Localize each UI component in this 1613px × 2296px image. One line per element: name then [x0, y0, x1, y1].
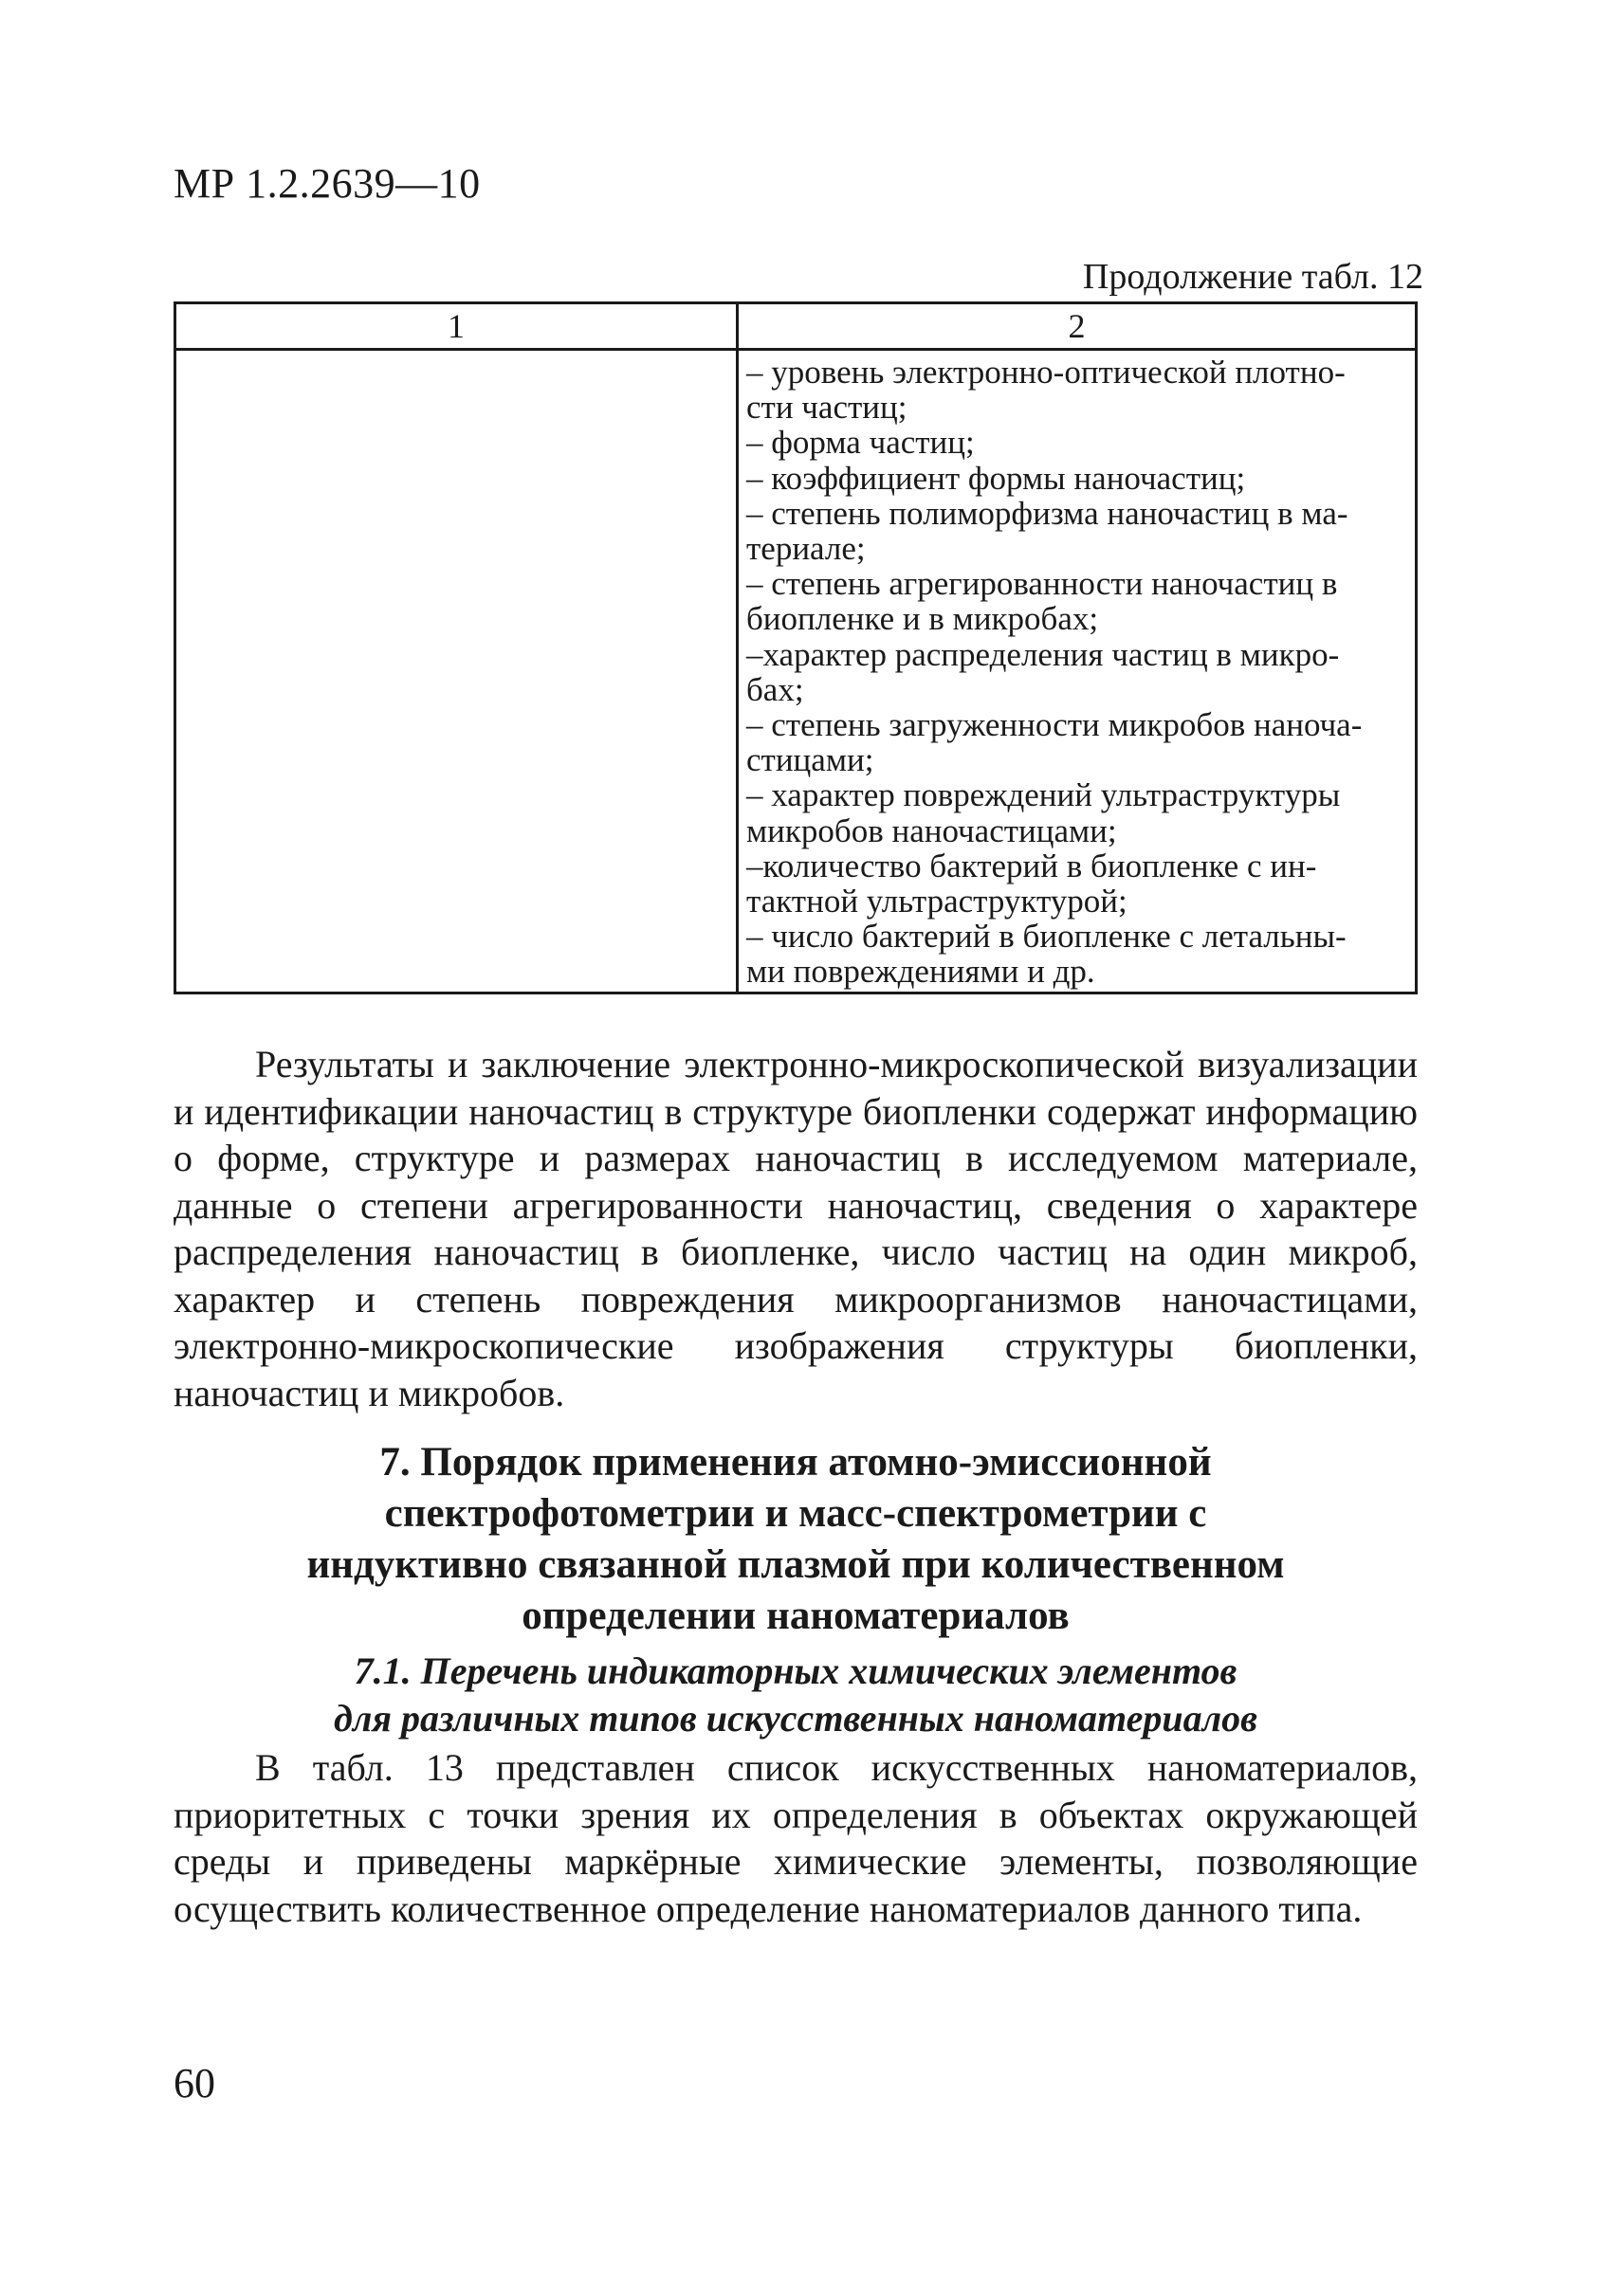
section-heading: [174, 1437, 1418, 1642]
characteristics-list: [739, 351, 1415, 992]
continuation-table: [174, 301, 1418, 994]
list-item: – число бактерий в биопленке с летальны-: [746, 918, 1347, 956]
list-item: – степень агрегированности наночастиц в: [746, 565, 1338, 603]
list-item: – характер повреждений ультраструктуры: [746, 776, 1341, 814]
subsection-heading-line: 7.1. Перечень индикаторных химических элементов: [354, 1649, 1237, 1692]
section-heading-line: спектрофотометрии и масс-спектрометрии с: [384, 1491, 1207, 1536]
list-item: – форма частиц;: [746, 424, 975, 462]
list-item: стицами;: [746, 741, 874, 779]
section-heading-line: определении наноматериалов: [522, 1594, 1070, 1638]
table-header-row: [175, 303, 1417, 350]
column-header-1: 1: [175, 303, 738, 350]
page-number: 60: [174, 2060, 215, 2106]
list-item: – коэффициент формы наночастиц;: [746, 459, 1246, 497]
list-item: – степень загруженности микробов наноча-: [746, 706, 1363, 744]
list-item: – уровень электронно-оптической плотно-: [746, 354, 1346, 391]
list-item: териале;: [746, 530, 866, 568]
table13-intro-paragraph: В табл. 13 представлен список искусственных наноматериалов, приоритетных с точки зрения их определения в объектах окружающей среды и приведены маркёрные химические элементы, позволяющие осуществить количественное определение наноматериалов данного типа.: [174, 1746, 1418, 1930]
list-item: бах;: [746, 670, 804, 708]
section-heading-line: 7. Порядок применения атомно-эмиссионной: [379, 1440, 1212, 1485]
list-item: сти частиц;: [746, 389, 907, 427]
list-item: –количество бактерий в биопленке с ин-: [746, 847, 1317, 884]
list-item: тактной ультраструктурой;: [746, 883, 1127, 920]
list-item: –характер распределения частиц в микро-: [746, 635, 1340, 673]
table-cell-col2: [738, 350, 1417, 993]
section-heading-line: индуктивно связанной плазмой при количественном: [306, 1542, 1285, 1587]
document-code: МР 1.2.2639—10: [174, 160, 481, 207]
table-caption: Продолжение табл. 12: [1082, 257, 1423, 297]
list-item: ми повреждениями и др.: [746, 953, 1095, 991]
table-cell-col1: [175, 350, 738, 993]
results-paragraph: Результаты и заключение электронно-микроскопической визуализации и идентификации наночастиц в структуре биопленки содержат информацию о форме, структуре и размерах наночастиц в исследуемом материале, данные о степени агрегированности наночастиц, сведения о характере распределения наночастиц в биопленке, число частиц на один микроб, характер и степень повреждения микроорганизмов наночастицами, электронно-микроскопические изображения структуры биопленки, наночастиц и микробов.: [174, 1043, 1418, 1414]
subsection-heading: [174, 1648, 1418, 1742]
column-header-2: 2: [738, 303, 1417, 350]
list-item: – степень полиморфизма наночастиц в ма-: [746, 494, 1348, 532]
list-item: микробов наночастицами;: [746, 811, 1117, 849]
table-row: [175, 350, 1417, 993]
subsection-heading-line: для различных типов искусственных наноматериалов: [333, 1697, 1258, 1740]
list-item: биопленке и в микробах;: [746, 600, 1099, 638]
